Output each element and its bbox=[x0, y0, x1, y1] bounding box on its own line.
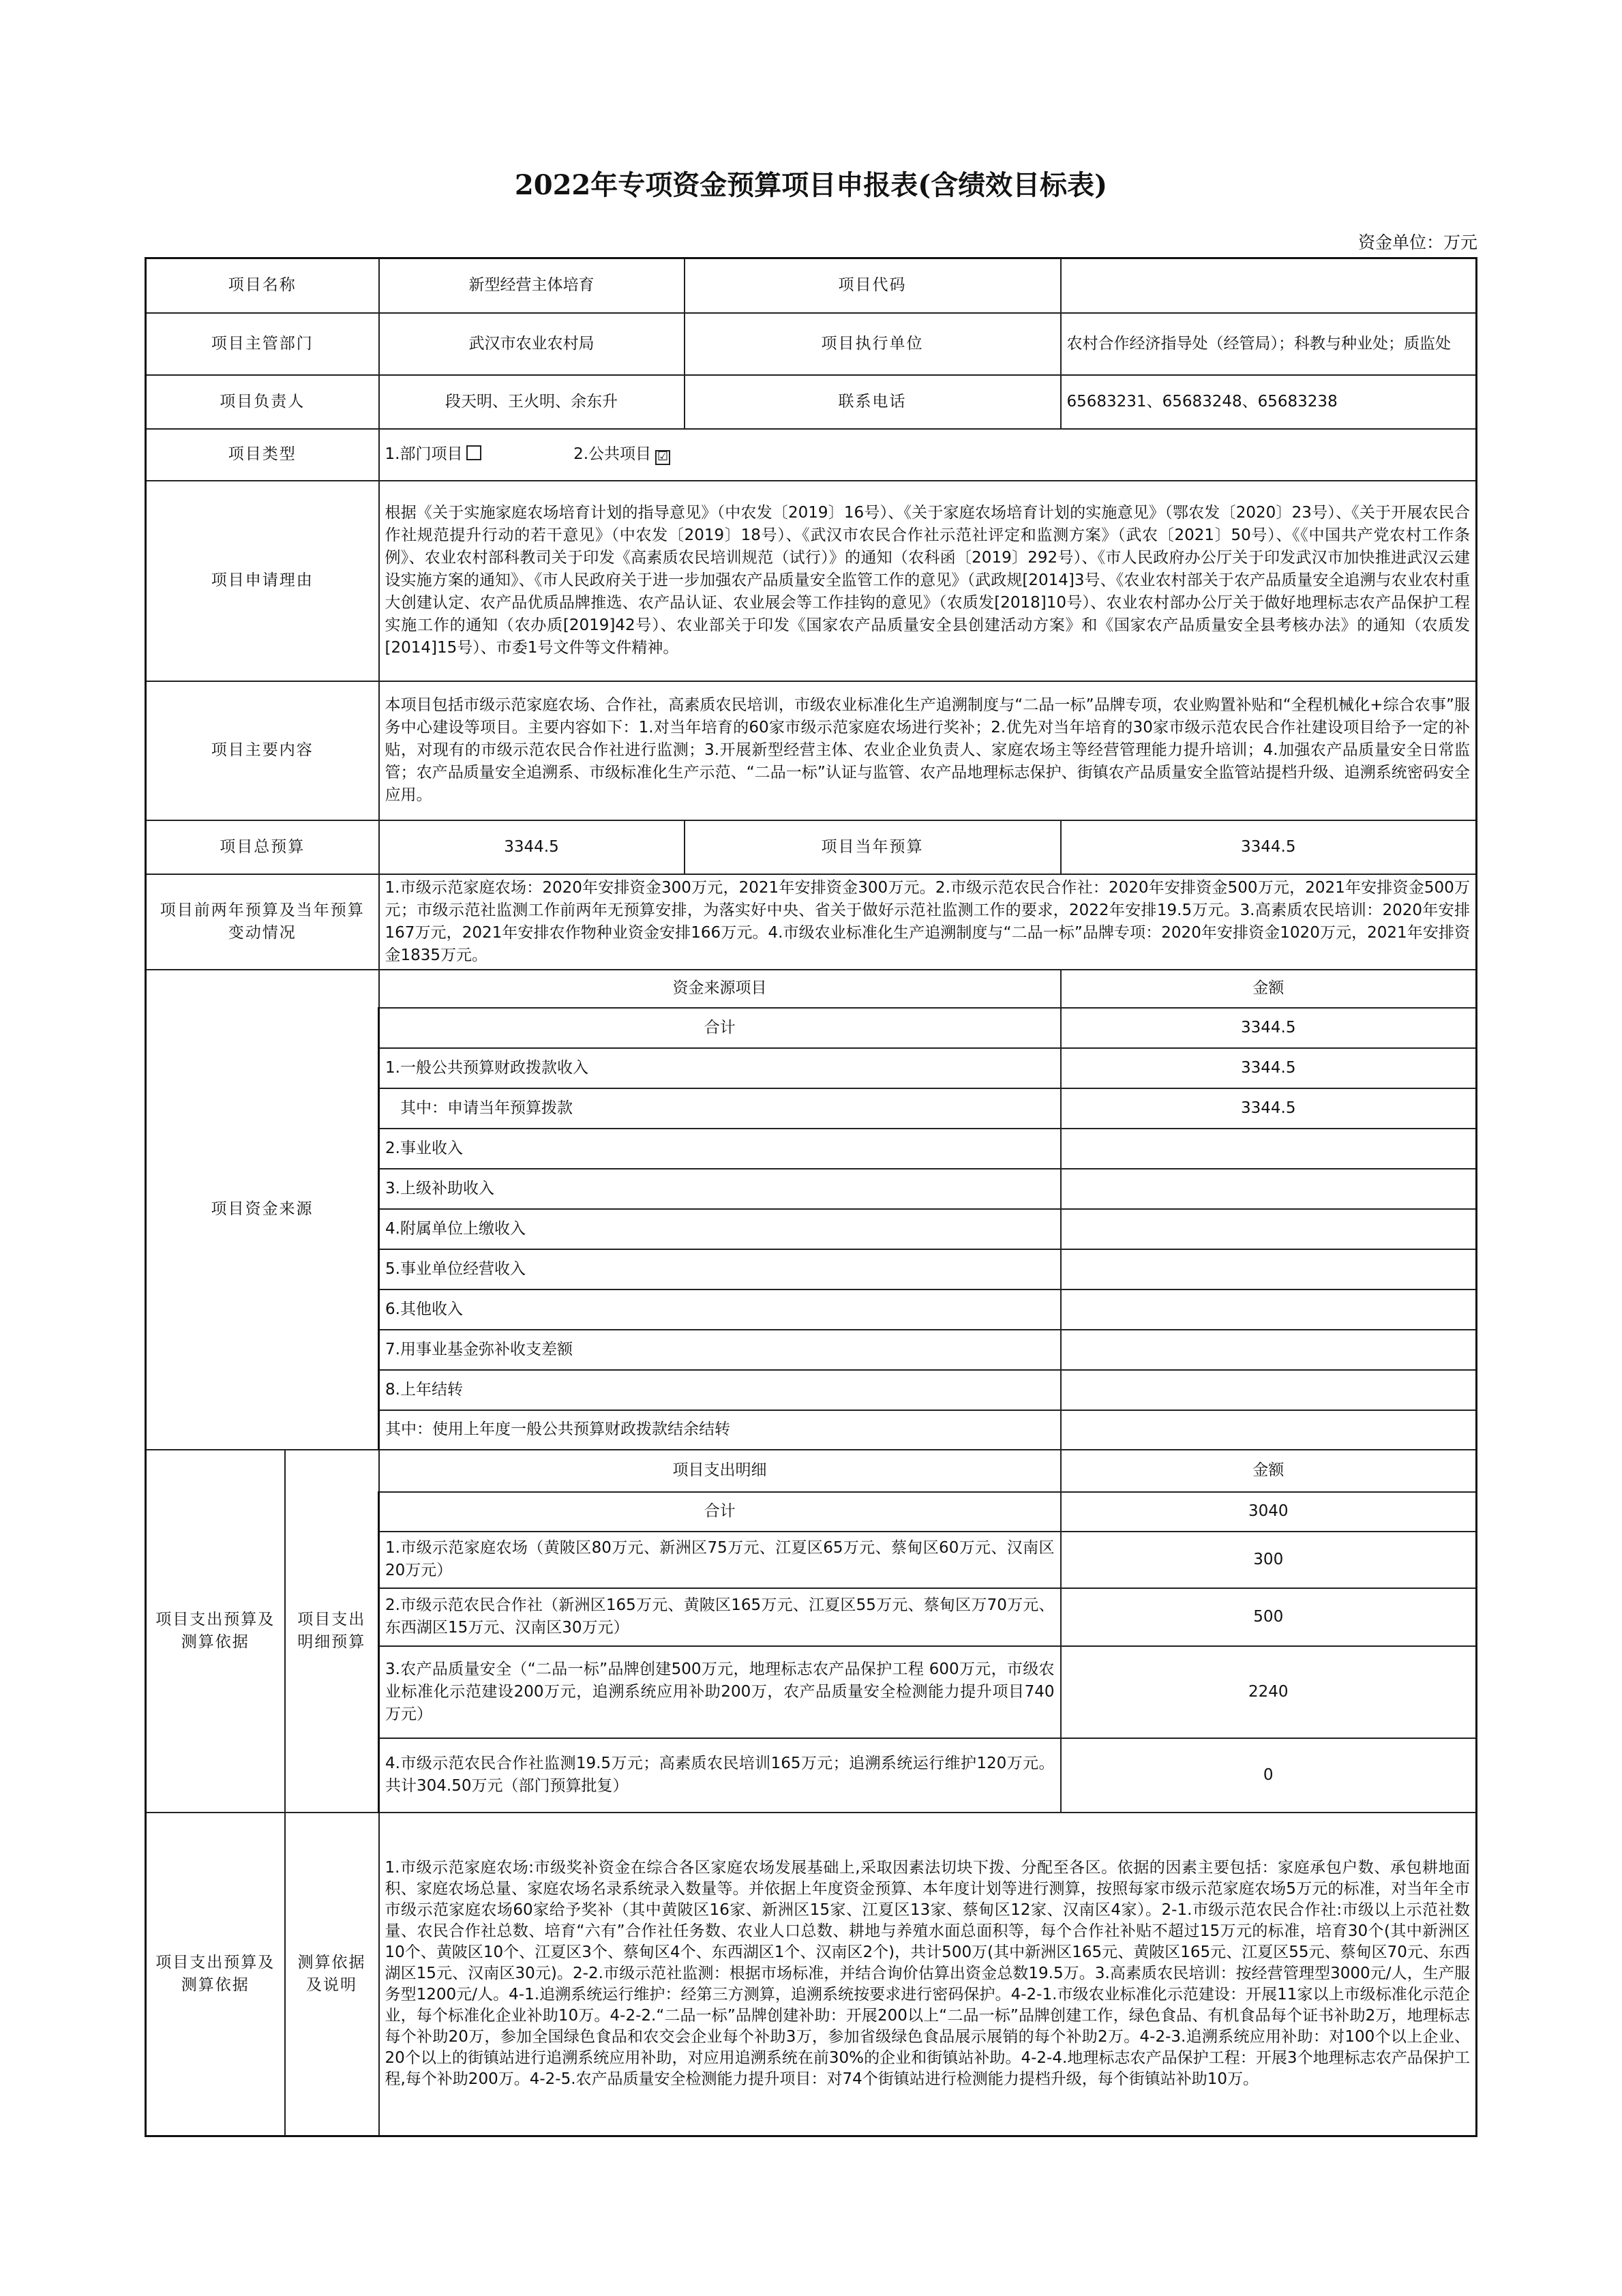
funding-header-item: 资金来源项目 bbox=[379, 970, 1061, 1008]
exec-unit-value: 农村合作经济指导处（经管局）；科教与种业处；质监处 bbox=[1061, 313, 1477, 375]
department-value: 武汉市农业农村局 bbox=[379, 313, 685, 375]
reason-label: 项目申请理由 bbox=[146, 481, 379, 681]
funding-row-amount: 3344.5 bbox=[1061, 1008, 1477, 1048]
department-label: 项目主管部门 bbox=[146, 313, 379, 375]
budget-application-table bbox=[145, 257, 1477, 2137]
current-budget-label: 项目当年预算 bbox=[685, 820, 1061, 874]
funding-row-label: 其中：申请当年预算拨款 bbox=[379, 1088, 1061, 1129]
expenditure-row-label: 1.市级示范家庭农场（黄陂区80万元、新洲区75万元、江夏区65万元、蔡甸区60万元、汉南区20万元） bbox=[379, 1532, 1061, 1588]
funding-row-amount bbox=[1061, 1209, 1477, 1249]
expenditure-row-label: 2.市级示范农民合作社（新洲区165万元、黄陂区165万元、江夏区55万元、蔡甸区万70万元、东西湖区15万元、汉南区30万元） bbox=[379, 1588, 1061, 1646]
funding-row-label: 其中：使用上年度一般公共预算财政拨款结余结转 bbox=[379, 1410, 1061, 1450]
page-title: 2022年专项资金预算项目申报表(含绩效目标表) bbox=[514, 169, 1108, 201]
expenditure-total-label: 合计 bbox=[379, 1492, 1061, 1532]
leader-value: 段天明、王火明、余东升 bbox=[379, 375, 685, 429]
expenditure-row-amount: 0 bbox=[1061, 1738, 1477, 1813]
expenditure-total-amount: 3040 bbox=[1061, 1492, 1477, 1532]
phone-label: 联系电话 bbox=[685, 375, 1061, 429]
funding-row-amount bbox=[1061, 1169, 1477, 1209]
funding-row-amount bbox=[1061, 1370, 1477, 1410]
funding-header-amount: 金额 bbox=[1061, 970, 1477, 1008]
expenditure-row-label: 3.农产品质量安全（“二品一标”品牌创建500万元，地理标志农产品保护工程 600万元，市级农业标准化示范建设200万元，追溯系统应用补助200万，农产品质量安全检测能力提升项目740万元） bbox=[379, 1646, 1061, 1738]
funding-row-label: 8.上年结转 bbox=[379, 1370, 1061, 1410]
type-option-department: 1.部门项目 bbox=[385, 445, 463, 463]
current-budget-value: 3344.5 bbox=[1061, 820, 1477, 874]
reason-text: 根据《关于实施家庭农场培育计划的指导意见》（中农发〔2019〕16号）、《关于家庭农场培育计划的实施意见》（鄂农发〔2020〕23号）、《关于开展农民合作社规范提升行动的若干意见》（中农发〔2019〕18号）、《武汉市农民合作社示范社评定和监测方案》（武农〔2021〕50号）、《《中国共产党农村工作条例》、农业农村部科教司关于印发《高素质农民培训规范（试行）》的通知（农科函〔2019〕292号）、《市人民政府办公厅关于印发武汉市加快推进武汉云建设实施方案的通知》、《市人民政府关于进一步加强农产品质量安全监管工作的意见》（武政规[2014]3号、《农业农村部关于农产品质量安全追溯与农业农村重大创建认定、农产品优质品牌推选、农产品认证、农业展会等工作挂钩的意见》（农质发[2018]10号）、农业农村部办公厅关于做好地理标志农产品保护工程实施工作的通知（农办质[2019]42号）、农业部关于印发《国家农产品质量安全县创建活动方案》和《国家农产品质量安全县考核办法》的通知（农质发[2014]15号）、市委1号文件等文件精神。 bbox=[379, 481, 1477, 681]
total-budget-value: 3344.5 bbox=[379, 820, 685, 874]
funding-row-amount bbox=[1061, 1129, 1477, 1169]
expenditure-row-amount: 500 bbox=[1061, 1588, 1477, 1646]
project-name-label: 项目名称 bbox=[146, 258, 379, 313]
funding-row-amount: 3344.5 bbox=[1061, 1048, 1477, 1088]
change-label: 项目前两年预算及当年预算变动情况 bbox=[146, 874, 379, 970]
funding-row-amount bbox=[1061, 1249, 1477, 1289]
expenditure-row-amount: 300 bbox=[1061, 1532, 1477, 1588]
type-label: 项目类型 bbox=[146, 429, 379, 481]
phone-value: 65683231、65683248、65683238 bbox=[1061, 375, 1477, 429]
funding-row-label: 2.事业收入 bbox=[379, 1129, 1061, 1169]
calc-text: 1.市级示范家庭农场:市级奖补资金在综合各区家庭农场发展基础上,采取因素法切块下拨、分配至各区。依据的因素主要包括：家庭承包户数、承包耕地面积、家庭农场总量、家庭农场名录系统录入数量等。并依据上年度资金预算、本年度计划等进行测算，按照每家市级示范家庭农场5万元的标准，对当年全市市级示范家庭农场60家给予奖补（其中黄陂区16家、新洲区15家、江夏区13家、蔡甸区12家、汉南区4家）。2-1.市级示范农民合作社:市级以上示范社数量、农民合作社总数、培育“六有”合作社任务数、农业人口总数、耕地与养殖水面总面积等，每个合作社补贴不超过15万元的标准，培育30个(其中新洲区10个、黄陂区10个、江夏区3个、蔡甸区4个、东西湖区1个、汉南区2个)，共计500万(其中新洲区165元、黄陂区165元、江夏区55元、蔡甸区70元、东西湖区15元、汉南区30元)。2-2.市级示范社监测：根据市场标准，并结合询价估算出资金总数19.5万。3.高素质农民培训：按经营管理型3000元/人，生产服务型1200元/人。4-1.追溯系统运行维护：经第三方测算，追溯系统按要求进行密码保护。4-2-1.市级农业标准化示范建设：开展11家以上市级标准化示范企业，每个标准化企业补助10万。4-2-2.“二品一标”品牌创建补助：开展200以上“二品一标”品牌创建工作，绿色食品、有机食品每个证书补助2万，地理标志每个补助20万，参加全国绿色食品和农交会企业每个补助3万，参加省级绿色食品展示展销的每个补助2万。4-2-3.追溯系统应用补助：对100个以上企业、20个以上的街镇站进行追溯系统应用补助，对应用追溯系统在前30%的企业和街镇站补助。4-2-4.地理标志农产品保护工程：开展3个地理标志农产品保护工程,每个补助200万。4-2-5.农产品质量安全检测能力提升项目：对74个街镇站进行检测能力提档升级，每个街镇站补助10万。 bbox=[379, 1813, 1477, 2136]
change-text: 1.市级示范家庭农场：2020年安排资金300万元，2021年安排资金300万元。2.市级示范农民合作社：2020年安排资金500万元，2021年安排资金500万元；市级示范社监测工作前两年无预算安排，为落实好中央、省关于做好示范社监测工作的要求，2022年安排19.5万元。3.高素质农民培训：2020年安排167万元，2021年安排农作物种业资金安排166万元。4.市级农业标准化生产追溯制度与“二品一标”品牌专项：2020年安排资金1020万元，2021年安排资金1835万元。 bbox=[379, 874, 1477, 970]
content-text: 本项目包括市级示范家庭农场、合作社，高素质农民培训，市级农业标准化生产追溯制度与“二品一标”品牌专项，农业购置补贴和“全程机械化+综合农事”服务中心建设等项目。主要内容如下：1.对当年培育的60家市级示范家庭农场进行奖补；2.优先对当年培育的30家市级示范农民合作社建设项目给予一定的补贴，对现有的市级示范农民合作社进行监测；3.开展新型经营主体、农业企业负责人、家庭农场主等经营管理能力提升培训；4.加强农产品质量安全日常监管；农产品质量安全追溯系、市级标准化生产示范、“二品一标”认证与监管、农产品地理标志保护、街镇农产品质量安全监管站提档升级、追溯系统密码安全应用。 bbox=[379, 681, 1477, 820]
expenditure-header-amount: 金额 bbox=[1061, 1450, 1477, 1492]
calc-inner-label: 测算依据及说明 bbox=[285, 1813, 379, 2136]
funding-row-amount bbox=[1061, 1330, 1477, 1370]
funding-row-label: 6.其他收入 bbox=[379, 1289, 1061, 1330]
funding-row-label: 7.用事业基金弥补收支差额 bbox=[379, 1330, 1061, 1370]
project-name-value: 新型经营主体培育 bbox=[379, 258, 685, 313]
expenditure-outer-label: 项目支出预算及测算依据 bbox=[146, 1450, 285, 1813]
funding-row-label: 合计 bbox=[379, 1008, 1061, 1048]
checkbox-public[interactable]: ☑ bbox=[655, 450, 670, 465]
funding-row-label: 1.一般公共预算财政拨款收入 bbox=[379, 1048, 1061, 1088]
funding-row-label: 4.附属单位上缴收入 bbox=[379, 1209, 1061, 1249]
calc-outer-label: 项目支出预算及测算依据 bbox=[146, 1813, 285, 2136]
currency-unit: 资金单位：万元 bbox=[1357, 233, 1477, 252]
checkbox-department[interactable] bbox=[466, 445, 481, 460]
project-code-value bbox=[1061, 258, 1477, 313]
content-label: 项目主要内容 bbox=[146, 681, 379, 820]
project-code-label: 项目代码 bbox=[685, 258, 1061, 313]
exec-unit-label: 项目执行单位 bbox=[685, 313, 1061, 375]
type-option-public: 2.公共项目 bbox=[573, 445, 652, 463]
funding-row-label: 3.上级补助收入 bbox=[379, 1169, 1061, 1209]
leader-label: 项目负责人 bbox=[146, 375, 379, 429]
funding-source-label: 项目资金来源 bbox=[146, 970, 379, 1450]
funding-row-amount bbox=[1061, 1410, 1477, 1450]
funding-row-amount bbox=[1061, 1289, 1477, 1330]
expenditure-row-label: 4.市级示范农民合作社监测19.5万元；高素质农民培训165万元；追溯系统运行维护120万元。共计304.50万元（部门预算批复） bbox=[379, 1738, 1061, 1813]
expenditure-row-amount: 2240 bbox=[1061, 1646, 1477, 1738]
funding-row-amount: 3344.5 bbox=[1061, 1088, 1477, 1129]
expenditure-inner-label: 项目支出明细预算 bbox=[285, 1450, 379, 1813]
total-budget-label: 项目总预算 bbox=[146, 820, 379, 874]
type-options bbox=[379, 429, 1477, 481]
funding-row-label: 5.事业单位经营收入 bbox=[379, 1249, 1061, 1289]
expenditure-header-item: 项目支出明细 bbox=[379, 1450, 1061, 1492]
